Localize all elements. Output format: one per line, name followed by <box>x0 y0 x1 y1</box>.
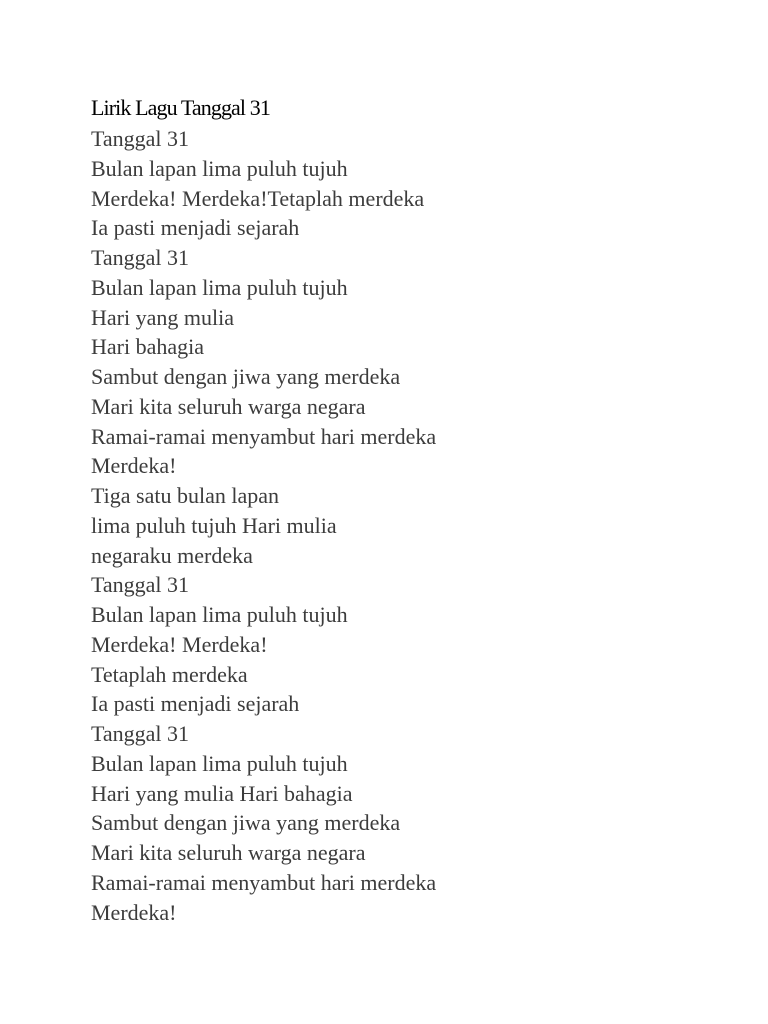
lyric-line: Bulan lapan lima puluh tujuh <box>91 602 348 627</box>
lyric-line: lima puluh tujuh Hari mulia <box>91 512 337 538</box>
lyric-line: Mari kita seluruh warga negara <box>91 840 366 865</box>
lyric-line: Mari kita seluruh warga negara <box>91 393 366 419</box>
lyric-line: Sambut dengan jiwa yang merdeka <box>91 364 401 389</box>
lyric-line: Tiga satu bulan lapan <box>91 483 279 508</box>
lyrics-list <box>91 124 436 927</box>
lyric-line: Hari bahagia <box>91 334 204 360</box>
lyric-line: Ramai-ramai menyambut hari merdeka <box>91 869 437 895</box>
lyric-line: negaraku merdeka <box>91 542 253 568</box>
lyric-line: Merdeka! Merdeka! <box>91 631 268 657</box>
lyric-line: Tetaplah merdeka <box>91 661 248 687</box>
lyric-line: Merdeka! <box>91 453 177 479</box>
lyric-line: Ramai-ramai menyambut hari merdeka <box>91 423 437 449</box>
lyric-line: Merdeka! <box>91 899 177 925</box>
lyric-line: Tanggal 31 <box>91 572 190 598</box>
lyric-line: Sambut dengan jiwa yang merdeka <box>91 810 401 836</box>
lyric-line: Ia pasti menjadi sejarah <box>91 215 300 241</box>
lyric-line: Hari yang mulia <box>91 304 234 330</box>
lyric-line: Tanggal 31 <box>91 126 190 151</box>
lyric-line: Merdeka! Merdeka!Tetaplah merdeka <box>91 185 425 211</box>
lyric-line: Bulan lapan lima puluh tujuh <box>91 274 348 300</box>
lyric-line: Hari yang mulia Hari bahagia <box>91 780 353 806</box>
lyric-line: Bulan lapan lima puluh tujuh <box>91 155 348 181</box>
document-title: Lirik Lagu Tanggal 31 <box>91 95 270 120</box>
lyric-line: Ia pasti menjadi sejarah <box>91 691 300 717</box>
lyric-line: Tanggal 31 <box>91 721 190 746</box>
lyric-line: Bulan lapan lima puluh tujuh <box>91 750 348 776</box>
lyric-line: Tanggal 31 <box>91 245 190 270</box>
